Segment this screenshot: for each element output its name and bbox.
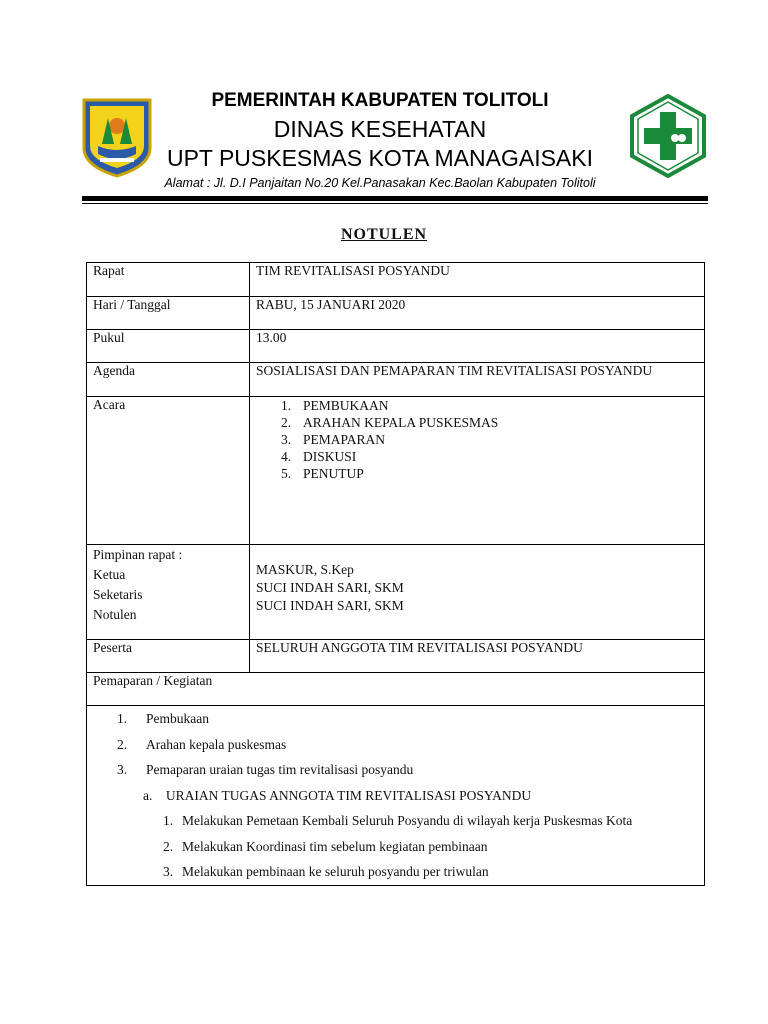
label-kegiatan: Pemaparan / Kegiatan bbox=[87, 673, 705, 706]
label-hari: Hari / Tanggal bbox=[87, 297, 250, 330]
kegiatan-item-number: 1. bbox=[117, 711, 128, 726]
puskesmas-cross-icon bbox=[630, 94, 706, 178]
header-line-3: UPT PUSKESMAS KOTA MANAGAISAKI bbox=[166, 145, 594, 171]
role-ketua: Ketua bbox=[93, 567, 126, 582]
header-rule-thick bbox=[82, 196, 708, 201]
value-pukul: 13.00 bbox=[250, 330, 705, 363]
kegiatan-item-text: Pembukaan bbox=[146, 711, 209, 726]
uraian-item-text: Melakukan pembinaan ke seluruh posyandu per triwulan bbox=[182, 864, 489, 879]
name-notulen: SUCI INDAH SARI, SKM bbox=[256, 598, 404, 613]
name-ketua: MASKUR, S.Kep bbox=[256, 562, 354, 577]
uraian-item bbox=[93, 859, 698, 885]
role-seketaris: Seketaris bbox=[93, 587, 143, 602]
uraian-item-number: 2. bbox=[163, 838, 174, 854]
header-rule-thin bbox=[82, 203, 708, 204]
value-acara bbox=[250, 397, 705, 545]
kegiatan-item-text: Arahan kepala puskesmas bbox=[146, 736, 287, 752]
value-peserta: SELURUH ANGGOTA TIM REVITALISASI POSYANDU bbox=[250, 640, 705, 673]
kegiatan-item-number: 3. bbox=[117, 762, 128, 777]
acara-item: PENUTUP bbox=[303, 466, 364, 481]
acara-item: PEMAPARAN bbox=[303, 432, 386, 447]
row-kegiatan-header bbox=[87, 673, 705, 706]
label-pukul: Pukul bbox=[87, 330, 250, 363]
uraian-item bbox=[93, 808, 698, 834]
row-agenda bbox=[87, 363, 705, 397]
role-notulen: Notulen bbox=[93, 607, 137, 622]
name-seketaris: SUCI INDAH SARI, SKM bbox=[256, 580, 404, 595]
kegiatan-item bbox=[93, 757, 698, 783]
kegiatan-item-text: Pemaparan uraian tugas tim revitalisasi posyandu bbox=[146, 762, 414, 777]
notulen-table bbox=[86, 262, 705, 886]
header-address: Alamat : Jl. D.I Panjaitan No.20 Kel.Panasakan Kec.Baolan Kabupaten Tolitoli bbox=[164, 176, 596, 190]
uraian-item bbox=[93, 834, 698, 860]
kegiatan-item-number: 2. bbox=[117, 736, 128, 752]
row-rapat bbox=[87, 263, 705, 297]
kegiatan-item bbox=[93, 706, 698, 732]
pimpinan-heading: Pimpinan rapat : bbox=[93, 547, 183, 562]
kegiatan-subheading: a. URAIAN TUGAS ANNGOTA TIM REVITALISASI POSYANDU bbox=[143, 787, 532, 803]
row-peserta bbox=[87, 640, 705, 673]
uraian-item-text: Melakukan Koordinasi tim sebelum kegiatan pembinaan bbox=[182, 838, 488, 854]
value-rapat: TIM REVITALISASI POSYANDU bbox=[250, 263, 705, 297]
uraian-item-text: Melakukan Pemetaan Kembali Seluruh Posyandu di wilayah kerja Puskesmas Kota bbox=[182, 813, 633, 828]
row-pimpinan bbox=[87, 545, 705, 640]
label-rapat: Rapat bbox=[87, 263, 250, 297]
label-pimpinan bbox=[87, 545, 250, 640]
kegiatan-content bbox=[87, 706, 705, 886]
label-peserta: Peserta bbox=[87, 640, 250, 673]
uraian-item-number: 1. bbox=[163, 813, 174, 828]
header-line-1: PEMERINTAH KABUPATEN TOLITOLI bbox=[211, 90, 549, 111]
row-pukul bbox=[87, 330, 705, 363]
value-pimpinan bbox=[250, 545, 705, 640]
document-title: NOTULEN bbox=[340, 226, 428, 243]
header-line-2: DINAS KESEHATAN bbox=[273, 116, 487, 142]
label-acara: Acara bbox=[87, 397, 250, 545]
row-acara bbox=[87, 397, 705, 545]
row-hari bbox=[87, 297, 705, 330]
acara-item: PEMBUKAAN bbox=[303, 398, 389, 413]
acara-list bbox=[256, 397, 698, 482]
acara-item: DISKUSI bbox=[303, 449, 357, 464]
value-hari: RABU, 15 JANUARI 2020 bbox=[250, 297, 705, 330]
value-agenda: SOSIALISASI DAN PEMAPARAN TIM REVITALISASI POSYANDU bbox=[250, 363, 705, 397]
acara-item: ARAHAN KEPALA PUSKESMAS bbox=[303, 415, 499, 430]
uraian-item-number: 3. bbox=[163, 864, 174, 879]
row-kegiatan-body bbox=[87, 706, 705, 886]
label-agenda: Agenda bbox=[87, 363, 250, 397]
kegiatan-item bbox=[93, 732, 698, 758]
